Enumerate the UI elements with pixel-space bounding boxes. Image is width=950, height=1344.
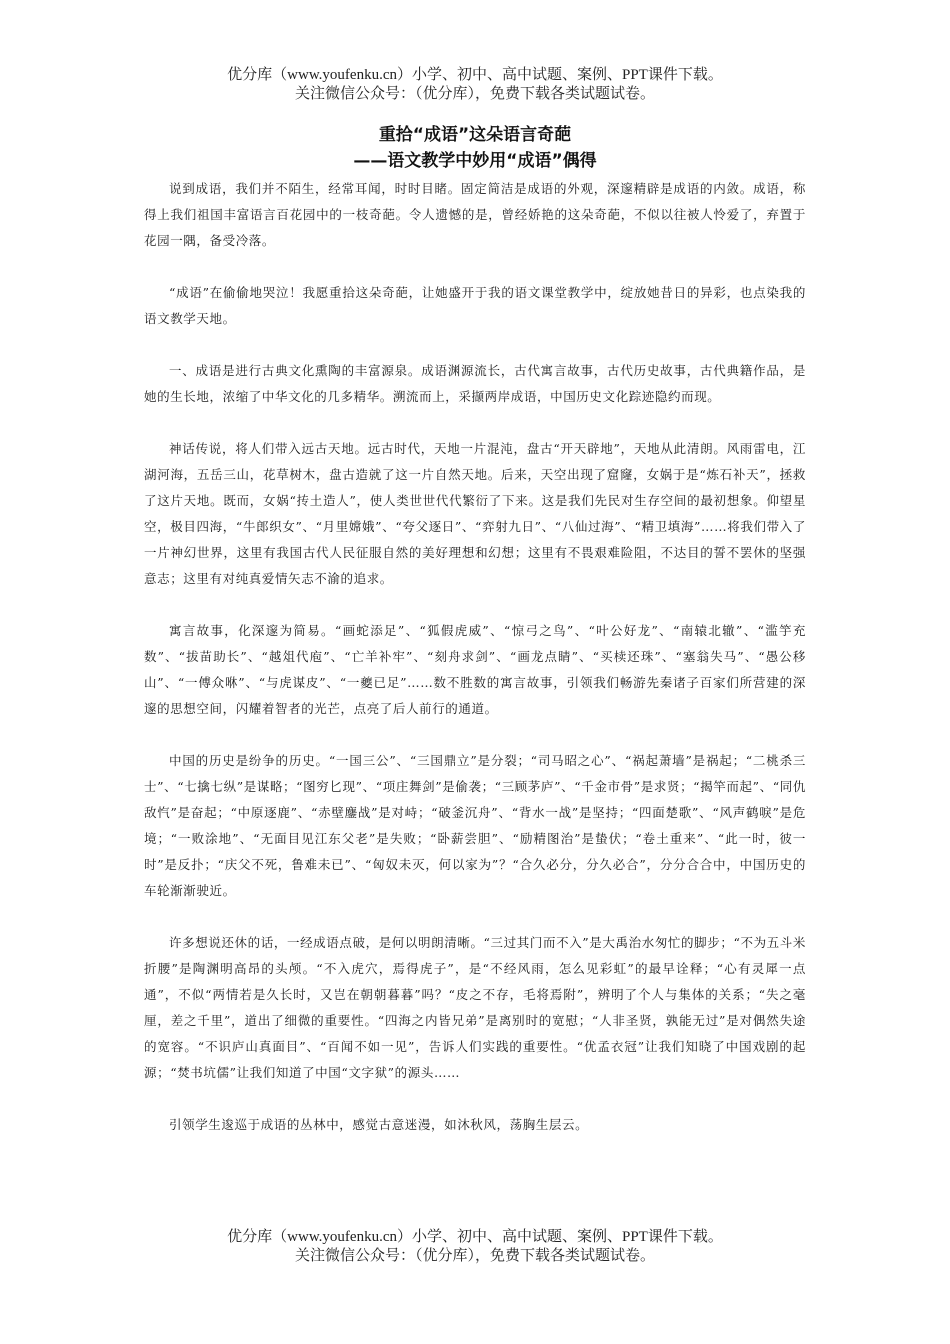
footer-line-1: 优分库（www.youfenku.cn）小学、初中、高中试题、案例、PPT课件下载。: [227, 1229, 723, 1245]
paragraph-8: 引领学生逡巡于成语的丛林中，感觉古意迷漫，如沐秋风，荡胸生层云。: [169, 1117, 589, 1132]
header-line-1: 优分库（www.youfenku.cn）小学、初中、高中试题、案例、PPT课件下载。: [227, 67, 723, 83]
page-header: [0, 66, 950, 104]
paragraph-6: 中国的历史是纷争的历史。“一国三公”、“三国鼎立”是分裂；“司马昭之心”、“祸起萧墙”是祸起；“二桃杀三士”、“七擒七纵”是谋略；“图穷匕现”、“项庄舞剑”是偷袭；“三顾茅庐”、“千金市骨”是求贤；“揭竿而起”、“同仇敌忾”是奋起；“中原逐鹿”、“赤壁鏖战”是对峙；“破釜沉舟”、“背水一战”是坚持；“四面楚歌”、“风声鹤唳”是危境；“一败涂地”、“无面目见江东父老”是失败；“卧薪尝胆”、“励精图治”是蛰伏；“卷土重来”、“此一时，彼一时”是反扑；“庆父不死，鲁难未已”、“匈奴未灭，何以家为”？“合久必分，分久必合”，分分合合中，中国历史的车轮渐渐驶近。: [144, 753, 806, 898]
paragraph-1: 说到成语，我们并不陌生，经常耳闻，时时目睹。固定简洁是成语的外观，深邃精辟是成语的内敛。成语，称得上我们祖国丰富语言百花园中的一枝奇葩。令人遗憾的是，曾经娇艳的这朵奇葩，不似以往被人怜爱了，弃置于花园一隅，备受冷落。: [144, 181, 806, 248]
paragraph-4: 神话传说，将人们带入远古天地。远古时代，天地一片混沌，盘古“开天辟地”，天地从此清朗。风雨雷电，江湖河海，五岳三山，花草树木，盘古造就了这一片自然天地。后来，天空出现了窟窿，女娲于是“炼石补天”，拯救了这片天地。既而，女娲“抟土造人”，使人类世世代代繁衍了下来。这是我们先民对生存空间的最初想象。仰望星空，极目四海，“牛郎织女”、“月里嫦娥”、“夸父逐日”、“弈射九日”、“八仙过海”、“精卫填海”……将我们带入了一片神幻世界，这里有我国古代人民征服自然的美好理想和幻想；这里有不畏艰难险阻，不达目的誓不罢休的坚强意志；这里有对纯真爱情矢志不渝的追求。: [144, 441, 806, 586]
article-title: [0, 122, 950, 174]
title-subtitle: ——语文教学中妙用“成语”偶得: [353, 151, 597, 171]
page-footer: [0, 1228, 950, 1266]
article-body: [144, 176, 806, 1138]
paragraph-5: 寓言故事，化深邃为简易。“画蛇添足”、“狐假虎威”、“惊弓之鸟”、“叶公好龙”、“南辕北辙”、“滥竽充数”、“拔苗助长”、“越俎代庖”、“亡羊补牢”、“刻舟求剑”、“画龙点睛”、“买椟还珠”、“塞翁失马”、“愚公移山”、“一傅众咻”、“与虎谋皮”、“一夔已足”……数不胜数的寓言故事，引领我们畅游先秦诸子百家们所营建的深邃的思想空间，闪耀着智者的光芒，点亮了后人前行的通道。: [144, 623, 806, 716]
header-line-2: 关注微信公众号：（优分库），免费下载各类试题试卷。: [294, 86, 655, 102]
title-main: 重拾“成语”这朵语言奇葩: [378, 125, 572, 145]
paragraph-7: 许多想说还休的话，一经成语点破，是何以明朗清晰。“三过其门而不入”是大禹治水匆忙的脚步；“不为五斗米折腰”是陶渊明高昂的头颅。“不入虎穴，焉得虎子”，是“不经风雨，怎么见彩虹”的最早诠释；“心有灵犀一点通”，不似“两情若是久长时，又岂在朝朝暮暮”吗？“皮之不存，毛将焉附”，辨明了个人与集体的关系；“失之毫厘，差之千里”，道出了细微的重要性。“四海之内皆兄弟”是离别时的宽慰；“人非圣贤，孰能无过”是对偶然失途的宽容。“不识庐山真面目”、“百闻不如一见”，告诉人们实践的重要性。“优孟衣冠”让我们知晓了中国戏剧的起源；“焚书坑儒”让我们知道了中国“文字狱”的源头……: [144, 935, 806, 1080]
paragraph-3: 一、成语是进行古典文化熏陶的丰富源泉。成语渊源流长，古代寓言故事，古代历史故事，古代典籍作品，是她的生长地，浓缩了中华文化的几多精华。溯流而上，采撷两岸成语，中国历史文化踪迹隐约而现。: [144, 363, 806, 404]
paragraph-2: “成语”在偷偷地哭泣！我愿重拾这朵奇葩，让她盛开于我的语文课堂教学中，绽放她昔日的异彩，也点染我的语文教学天地。: [144, 285, 806, 326]
footer-line-2: 关注微信公众号：（优分库），免费下载各类试题试卷。: [294, 1248, 655, 1264]
